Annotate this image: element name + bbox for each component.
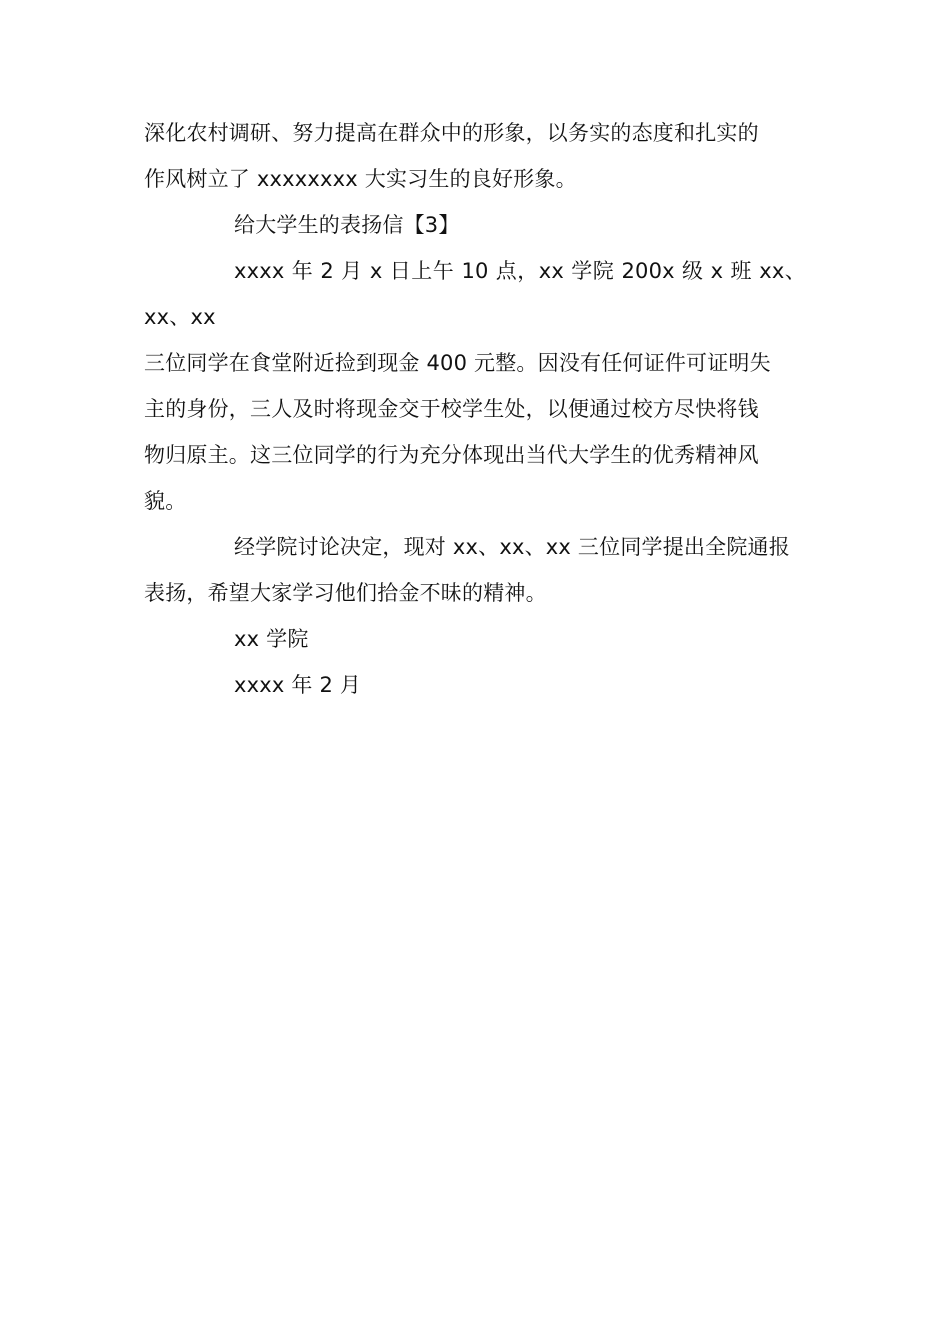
signature: xx 学院 <box>234 627 309 651</box>
decision-line-2: 表扬，希望大家学习他们拾金不昧的精神。 <box>144 581 547 605</box>
incident-line-3: 主的身份，三人及时将现金交于校学生处，以便通过校方尽快将钱 <box>144 397 759 421</box>
decision-line-1: 经学院讨论决定，现对 xx、xx、xx 三位同学提出全院通报 <box>234 535 790 559</box>
continuation-paragraph <box>144 110 806 202</box>
incident-line-4: 物归原主。这三位同学的行为充分体现出当代大学生的优秀精神风 <box>144 443 759 467</box>
incident-line-5: 貌。 <box>144 489 187 513</box>
incident-line-2: 三位同学在食堂附近捡到现金 400 元整。因没有任何证件可证明失 <box>144 351 771 375</box>
decision-paragraph <box>144 524 806 616</box>
section-heading: 给大学生的表扬信【3】 <box>234 213 460 237</box>
incident-line-1: xxxx 年 2 月 x 日上午 10 点，xx 学院 200x 级 x 班 xx、xx、xx <box>144 259 806 329</box>
date: xxxx 年 2 月 <box>234 673 362 697</box>
continuation-line-2: 作风树立了 xxxxxxxx 大实习生的良好形象。 <box>144 167 577 191</box>
document-body <box>144 110 806 708</box>
continuation-line-1: 深化农村调研、努力提高在群众中的形象，以务实的态度和扎实的 <box>144 121 759 145</box>
incident-paragraph <box>144 248 806 524</box>
